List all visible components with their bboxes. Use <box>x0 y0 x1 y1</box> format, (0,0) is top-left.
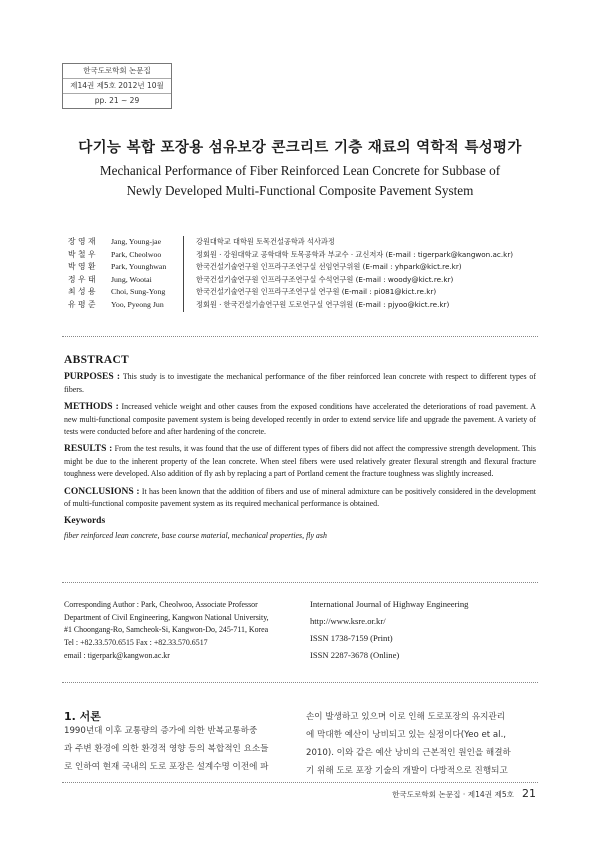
author-affiliation: 한국건설기술연구원 인프라구조연구실 선임연구위원 (E-mail : yhpark@kict.re.kr) <box>196 262 462 271</box>
body-line: 과 주변 환경에 의한 환경적 영향 등의 복합적인 요소들 <box>64 744 269 754</box>
author-affiliation: 정회원 · 한국건설기술연구원 도로연구실 연구위원 (E-mail : pjyoo@kict.re.kr) <box>196 299 450 309</box>
author-row <box>68 249 548 262</box>
abstract-conclusions <box>64 486 536 511</box>
author-name-en: Park, Younghwan <box>111 262 167 271</box>
author-row <box>68 274 548 287</box>
author-name-ko: 최 성 용 <box>68 287 96 296</box>
methods-label: METHODS : <box>64 402 119 413</box>
abstract <box>64 354 536 542</box>
abstract-purposes <box>64 371 536 396</box>
abstract-results <box>64 443 536 480</box>
methods-text: Increased vehicle weight and other causes from the exposed conditions have accelerated the deteriorations of road pavement. A new multi-functional composite pavement system is being developed recently in order to extend service life and upgrade the pavement. A variety of tests were conducted before and after hardening of the concrete. <box>64 402 536 437</box>
author-name-ko: 박 철 우 <box>68 249 96 259</box>
author-name-en: Park, Cheolwoo <box>111 249 162 259</box>
page-footer <box>0 787 536 801</box>
body-line: 기 위해 도로 포장 기술의 개발이 다방적으로 진행되고 <box>306 766 508 776</box>
ijhe-line: http://www.ksre.or.kr/ <box>310 616 386 626</box>
results-text: From the test results, it was found that the use of different types of fibers did not affect the compressive strength development. This might be due to the inherent property of the lean concrete. When steel fibers were used relatively greater flexural strength and flexural fracture toughness were developed. Also addition of fly ash by replacing a part of Portland cement the fracture toughness was slightly increased. <box>64 444 537 479</box>
author-list <box>68 236 548 311</box>
journal-volume: 제14권 제5호 2012년 10월 <box>63 79 171 94</box>
results-label: RESULTS : <box>64 444 113 455</box>
author-name-ko: 유 평 준 <box>68 299 96 309</box>
body-column-right <box>306 708 539 780</box>
purposes-text: This study is to investigate the mechanical performance of the fiber reinforced lean concrete with respect to different types of fibers. <box>64 372 536 394</box>
author-name-en: Jung, Wootai <box>111 274 152 284</box>
keywords-text: fiber reinforced lean concrete, base course material, mechanical properties, fly ash <box>64 530 327 540</box>
divider-dotted <box>62 782 538 783</box>
author-row <box>68 286 548 299</box>
purposes-label: PURPOSES : <box>64 372 121 383</box>
author-affiliation: 강원대학교 대학원 토목건설공학과 석사과정 <box>196 237 335 246</box>
corresponding-line: Tel : +82.33.570.6515 Fax : +82.33.570.6517 <box>64 638 208 648</box>
page-number: 21 <box>522 787 536 800</box>
body-line: 손이 발생하고 있으며 이로 인해 도로포장의 유지관리 <box>306 712 506 722</box>
abstract-heading: ABSTRACT <box>64 354 130 366</box>
author-row <box>68 261 548 274</box>
author-name-en: Yoo, Pyeong Jun <box>111 299 164 309</box>
author-name-en: Choi, Sung-Yong <box>111 287 166 296</box>
journal-issn-block <box>310 596 540 664</box>
abstract-methods <box>64 401 536 438</box>
corresponding-line: email : tigerpark@kangwon.ac.kr <box>64 650 170 660</box>
journal-name: 한국도로학회 논문집 <box>63 64 171 79</box>
section-title: 1. 서론 <box>64 710 101 723</box>
corresponding-line: Corresponding Author : Park, Cheolwoo, Associate Professor <box>64 600 258 609</box>
author-row <box>68 299 548 312</box>
journal-info-box <box>62 63 172 109</box>
ijhe-line: ISSN 2287-3678 (Online) <box>310 650 400 660</box>
corresponding-author-block <box>64 599 304 663</box>
conclusions-label: CONCLUSIONS : <box>64 486 140 497</box>
corresponding-line: #1 Choongang-Ro, Samcheok-Si, Kangwon-Do, 245-711, Korea <box>64 625 269 635</box>
author-affiliation: 한국건설기술연구원 인프라구조연구실 연구원 (E-mail : pi081@kict.re.kr) <box>196 287 437 296</box>
ijhe-line: ISSN 1738-7159 (Print) <box>310 633 393 643</box>
author-name-ko: 장 영 재 <box>68 237 96 246</box>
body-line: 에 막대한 예산이 낭비되고 있는 실정이다(Yeo et al., <box>306 730 507 740</box>
divider-dotted <box>62 336 538 337</box>
body-line: 로 인하여 현재 국내의 도로 포장은 설계수명 이전에 파 <box>64 762 269 772</box>
title-korean: 다기능 복합 포장용 섬유보강 콘크리트 기층 재료의 역학적 특성평가 <box>78 140 522 156</box>
author-name-en: Jang, Young-jae <box>111 237 162 246</box>
ijhe-line: International Journal of Highway Engineering <box>310 599 469 609</box>
body-line: 1990년대 이후 교통량의 증가에 의한 반복교통하중 <box>64 726 258 736</box>
footer-journal: 한국도로학회 논문집 · 제14권 제5호 <box>392 790 514 799</box>
conclusions-text: It has been known that the addition of fibers and use of mineral admixture can be positively considered in the development of multi-functional composite pavement system as its required mechanical performance is obtained. <box>64 486 536 509</box>
author-affiliation: 한국건설기술연구원 인프라구조연구실 수석연구원 (E-mail : woody@kict.re.kr) <box>196 274 454 284</box>
author-name-ko: 박 영 환 <box>68 262 96 271</box>
divider-dotted <box>62 582 538 583</box>
corresponding-line: Department of Civil Engineering, Kangwon National University, <box>64 612 269 622</box>
body-column-left <box>64 722 297 776</box>
author-row <box>68 236 548 249</box>
journal-pages: pp. 21 ~ 29 <box>94 96 140 105</box>
divider-dotted <box>62 682 538 683</box>
title-english-line-1: Mechanical Performance of Fiber Reinforced Lean Concrete for Subbase of <box>99 163 501 178</box>
author-affiliation: 정회원 · 강원대학교 공학대학 토목공학과 부교수 · 교신저자 (E-mail : tigerpark@kangwon.ac.kr) <box>196 249 514 259</box>
author-name-ko: 정 우 태 <box>68 274 96 284</box>
title-english-line-2: Newly Developed Multi-Functional Composite Pavement System <box>126 183 474 198</box>
keywords-heading: Keywords <box>64 516 106 527</box>
body-line: 2010). 이와 같은 예산 낭비의 근본적인 원인을 해결하 <box>306 748 511 758</box>
